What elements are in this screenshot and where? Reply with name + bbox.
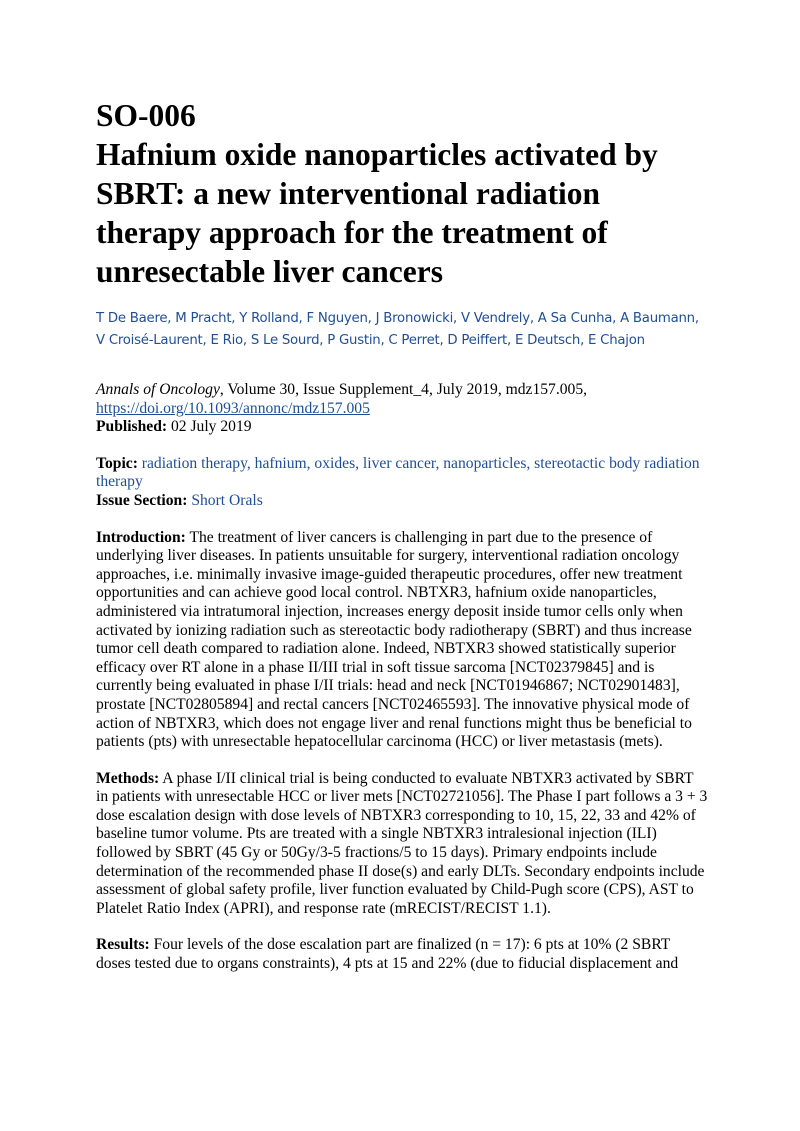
introduction-text: The treatment of liver cancers is challenging in part due to the presence of underlying liver diseases. In patients unsuitable for surgery, interventional radiation oncology approaches, i.e. minimally invasive image-guided therapeutic procedures, offer new treatment opportunities and can achieve good local control. NBTXR3, hafnium oxide nanoparticles, administered via intratumoral injection, increases energy deposit inside tumor cells only when activated by ionizing radiation such as stereotactic body radiotherapy (SBRT) and thus increase tumor cell death compared to radiation alone. Indeed, NBTXR3 showed statistically superior efficacy over RT alone in a phase II/III trial in soft tissue sarcoma [NCT02379845] and is currently being evaluated in phase I/II trials: head and neck [NCT01946867; NCT02901483], prostate [NCT02805894] and rectal cancers [NCT02465593]. The innovative physical mode of action of NBTXR3, which does not engage liver and renal functions might thus be beneficial to patients (pts) with unresectable hepatocellular carcinoma (HCC) or liver metastasis (mets). — [96, 528, 692, 751]
page-title: Hafnium oxide nanoparticles activated by SBRT: a new interventional radiation therapy approach for the treatment of unresectable liver cancers — [96, 137, 658, 289]
introduction-paragraph — [96, 529, 708, 752]
results-label: Results: — [96, 936, 150, 954]
results-text: Four levels of the dose escalation part are finalized (n = 17): 6 pts at 10% (2 SBRT doses tested due to organs constraints), 4 pts at 15 and 22% (due to fiducial displacement and — [96, 936, 679, 973]
issue-section-line — [96, 492, 708, 511]
published-line — [96, 418, 708, 437]
issue-section-link[interactable]: Short Orals — [191, 491, 263, 509]
citation-block — [96, 381, 708, 437]
topic-block — [96, 455, 708, 511]
abstract-code: SO-006 — [96, 98, 196, 133]
methods-paragraph — [96, 770, 708, 919]
methods-text: A phase I/II clinical trial is being conducted to evaluate NBTXR3 activated by SBRT in patients with unresectable HCC or liver mets [NCT02721056]. The Phase I part follows a 3 + 3 dose escalation design with dose levels of NBTXR3 corresponding to 10, 15, 22, 33 and 42% of baseline tumor volume. Pts are treated with a single NBTXR3 intralesional injection (ILI) followed by SBRT (45 Gy or 50Gy/3-5 fractions/5 to 15 days). Primary endpoints include determination of the recommended phase II dose(s) and early DLTs. Secondary endpoints include assessment of global safety profile, liver function evaluated by Child-Pugh score (CPS), AST to Platelet Ratio Index (APRI), and response rate (mRECIST/RECIST 1.1). — [96, 769, 708, 917]
journal-name: Annals of Oncology — [96, 381, 220, 398]
topic-line — [96, 455, 708, 492]
citation-details: , Volume 30, Issue Supplement_4, July 2019, mdz157.005, — [219, 381, 588, 398]
doi-link[interactable]: https://doi.org/10.1093/annonc/mdz157.005 — [96, 399, 370, 417]
published-date: 02 July 2019 — [167, 418, 252, 436]
topic-links[interactable]: radiation therapy, hafnium, oxides, liver cancer, nanoparticles, stereotactic body radiation therapy — [96, 454, 700, 491]
citation-line — [96, 381, 708, 400]
topic-label: Topic: — [96, 454, 138, 472]
introduction-label: Introduction: — [96, 528, 186, 546]
published-label: Published: — [96, 418, 168, 436]
author-list[interactable]: T De Baere, M Pracht, Y Rolland, F Nguyen, J Bronowicki, V Vendrely, A Sa Cunha, A Baumann, V Croisé-Laurent, E Rio, S Le Sourd, P Gustin, C Perret, D Peiffert, E Deutsch, E Chajon — [96, 311, 699, 348]
methods-label: Methods: — [96, 769, 160, 787]
issue-section-label: Issue Section: — [96, 491, 188, 509]
results-paragraph — [96, 936, 708, 973]
abstract-page — [96, 96, 708, 974]
